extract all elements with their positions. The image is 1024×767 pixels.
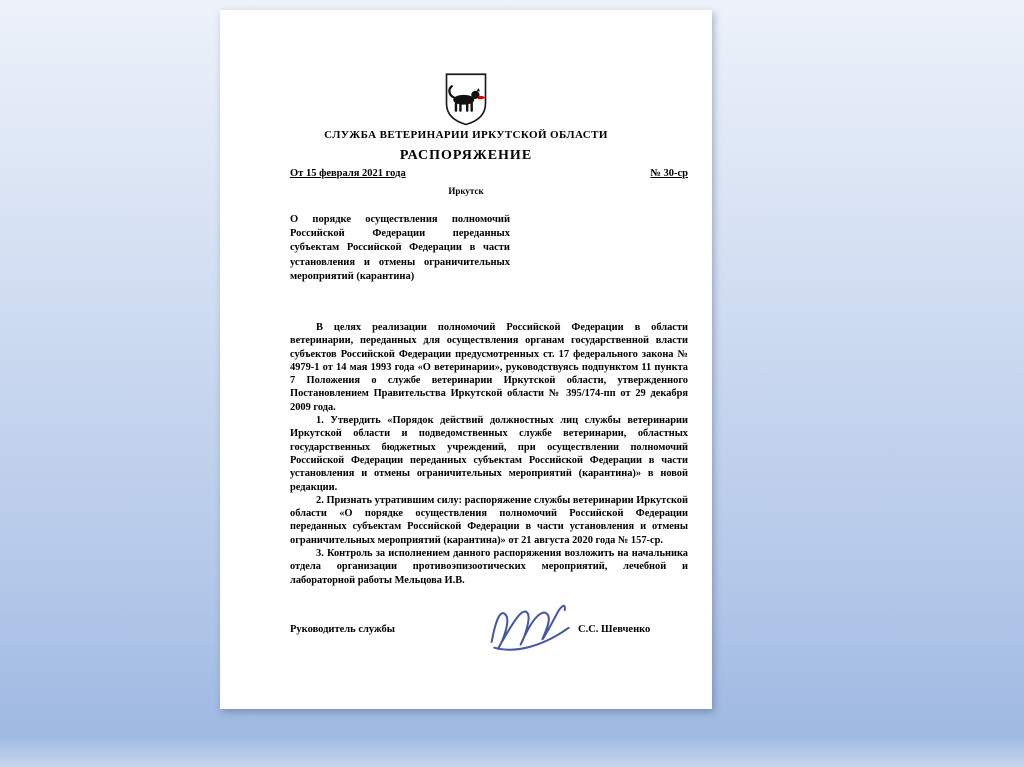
org-name: СЛУЖБА ВЕТЕРИНАРИИ ИРКУТСКОЙ ОБЛАСТИ <box>324 129 608 141</box>
doc-number: № 30-ср <box>650 168 688 179</box>
doc-body <box>290 321 688 587</box>
body-paragraph: 3. Контроль за исполнением данного распоряжения возложить на начальника отдела организации противоэпизоотических мероприятий, лечебной и лабораторной работы Мельцова И.В. <box>290 548 688 586</box>
doc-type-title: РАСПОРЯЖЕНИЕ <box>399 148 533 163</box>
signer-title: Руководитель службы <box>290 624 395 635</box>
signer-name: С.С. Шевченко <box>578 624 651 635</box>
doc-subject: О порядке осуществления полномочий Российской Федерации переданных субъектам Российской Федерации в части установления и отмены ограничительных мероприятий (карантина) <box>290 214 510 282</box>
body-paragraph: 2. Признать утратившим силу: распоряжение службы ветеринарии Иркутской области «О порядке осуществления полномочий Российской Федерации переданных субъектам Российской Федерации в части установления и отмены ограничительных мероприятий (карантина)» от 21 августа 2020 года № 157-ср. <box>290 494 688 546</box>
coat-of-arms-icon <box>442 72 490 126</box>
body-paragraph: 1. Утвердить «Порядок действий должностных лиц службы ветеринарии Иркутской области и подведомственных службе ветеринарии, областных государственных бюджетных учреждений, при осуществлении полномочий Российской Федерации переданных субъектам Российской Федерации в части установления и отмены ограничительных мероприятий (карантина)» в новой редакции. <box>290 415 688 493</box>
signature <box>479 587 577 660</box>
document-page <box>220 10 712 709</box>
body-paragraph: В целях реализации полномочий Российской Федерации в области ветеринарии, переданных для осуществления органам государственной власти субъектов Российской Федерации предусмотренных ст. 17 федерального закона № 4979-1 от 14 мая 1993 года «О ветеринарии», руководствуясь подпунктом 11 пункта 7 Положения о службе ветеринарии Иркутской области, утвержденного Постановлением Правительства Иркутской области № 395/174-пп от 29 декабря 2009 года. <box>290 322 688 413</box>
doc-city: Иркутск <box>448 186 484 196</box>
doc-date: От 15 февраля 2021 года <box>290 168 406 179</box>
doc-meta-row <box>290 168 688 179</box>
